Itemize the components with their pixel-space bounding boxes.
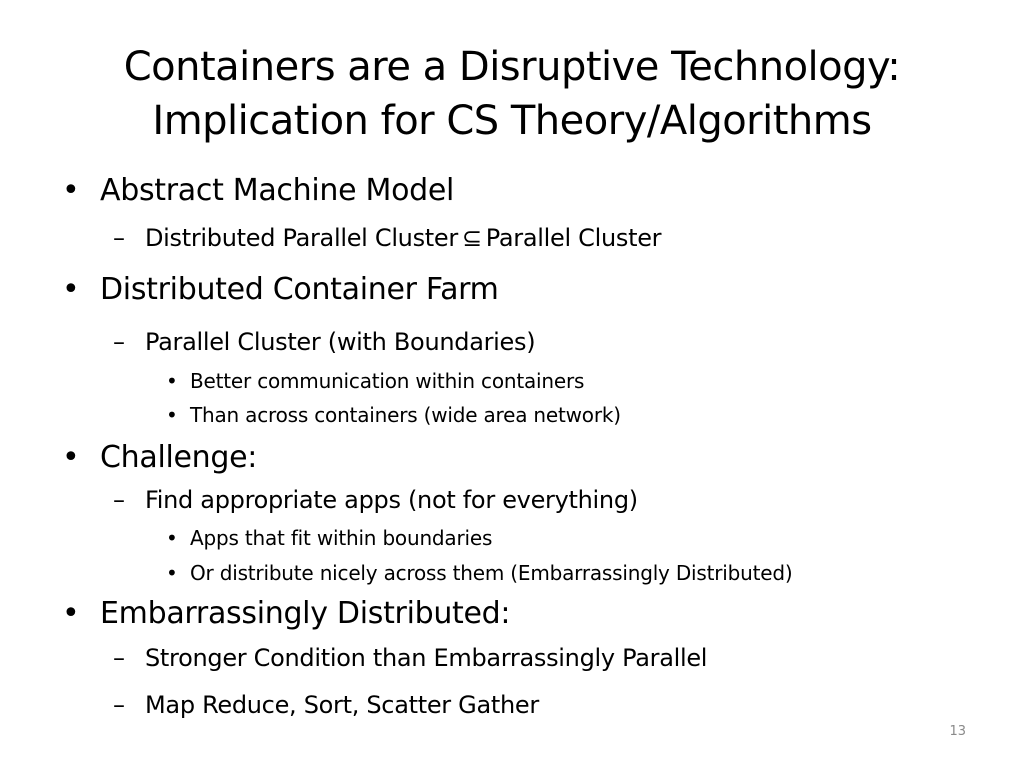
subbullet-find-apps: Find appropriate apps (not for everything) <box>145 486 638 514</box>
bullet-distributed-container-farm: Distributed Container Farm <box>100 272 499 307</box>
subbullet-stronger-condition: Stronger Condition than Embarrassingly Parallel <box>145 644 708 672</box>
dash-icon: – <box>113 691 125 719</box>
bullet-icon: • <box>166 403 178 427</box>
subsubbullet-apps-fit: Apps that fit within boundaries <box>190 526 493 550</box>
bullet-challenge: Challenge: <box>100 440 258 475</box>
slide-number: 13 <box>949 724 966 739</box>
bullet-embarrassingly-distributed: Embarrassingly Distributed: <box>100 596 511 631</box>
bullet-icon: • <box>166 369 178 393</box>
subsubbullet-across-containers: Than across containers (wide area network) <box>190 403 621 427</box>
title-line-2: Implication for CS Theory/Algorithms <box>152 98 872 144</box>
bullet-icon: • <box>62 173 80 208</box>
dash-icon: – <box>113 328 125 356</box>
slide-title <box>0 40 1024 148</box>
cluster-relation-left: Distributed Parallel Cluster <box>145 224 458 252</box>
dash-icon: – <box>113 486 125 514</box>
title-line-1: Containers are a Disruptive Technology: <box>123 44 901 90</box>
dash-icon: – <box>113 644 125 672</box>
subbullet-map-reduce: Map Reduce, Sort, Scatter Gather <box>145 691 539 719</box>
bullet-abstract-machine-model: Abstract Machine Model <box>100 173 455 208</box>
bullet-icon: • <box>166 526 178 550</box>
subsubbullet-better-communication: Better communication within containers <box>190 369 585 393</box>
bullet-icon: • <box>62 272 80 307</box>
bullet-icon: • <box>62 440 80 475</box>
subbullet-parallel-cluster: Parallel Cluster (with Boundaries) <box>145 328 536 356</box>
subsubbullet-distribute-nicely: Or distribute nicely across them (Embarrassingly Distributed) <box>190 561 793 585</box>
subset-symbol: ⊆ <box>461 224 482 252</box>
cluster-relation-right: Parallel Cluster <box>485 224 662 252</box>
bullet-icon: • <box>166 561 178 585</box>
bullet-icon: • <box>62 596 80 631</box>
subbullet-cluster-relation <box>145 224 661 252</box>
dash-icon: – <box>113 224 125 252</box>
